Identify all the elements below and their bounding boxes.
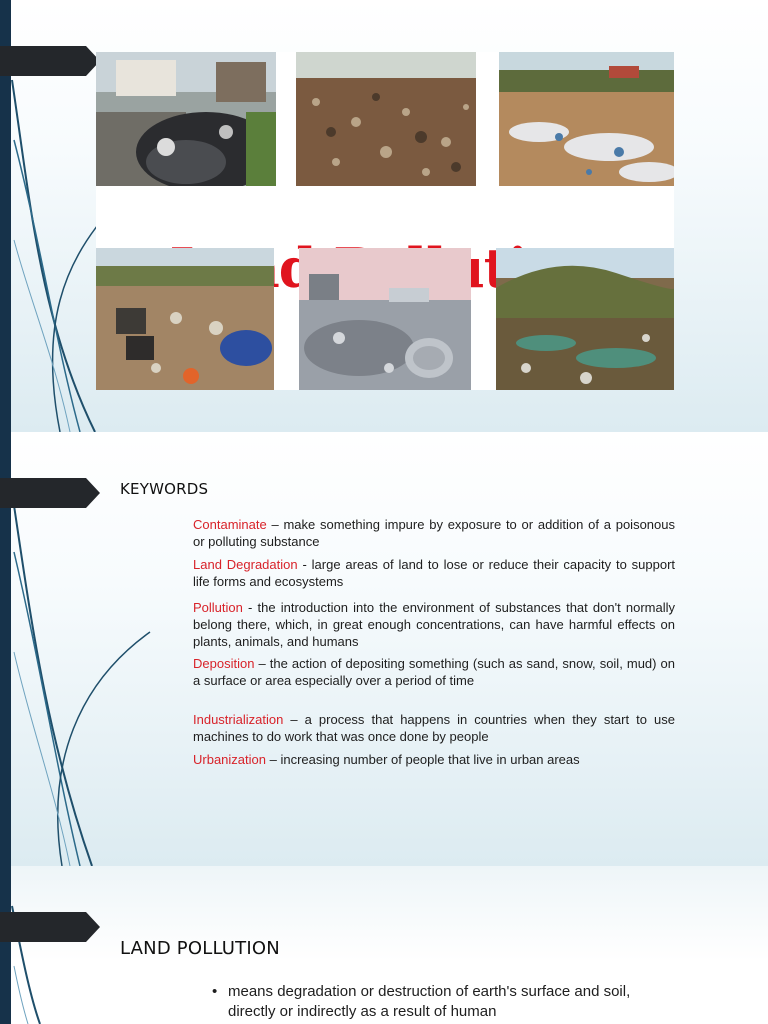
land-pollution-collage bbox=[96, 52, 674, 390]
photo-street-garbage bbox=[96, 52, 276, 186]
keyword-item bbox=[193, 711, 675, 745]
slide-arrow-tab bbox=[0, 912, 100, 942]
keyword-term: Contaminate bbox=[193, 517, 267, 532]
keyword-definition: – a process that happens in countries when they start to use machines to do work that was once done by people bbox=[193, 712, 675, 744]
keyword-definition: - the introduction into the environment of substances that don't normally belong there, which, in great enough concentrations, can have harmful effects on plants, animals, and humans bbox=[193, 600, 675, 649]
photo-hillside-waste bbox=[496, 248, 674, 390]
photo-industrial-scrap bbox=[299, 248, 471, 390]
keyword-term: Urbanization bbox=[193, 752, 266, 767]
slide-keywords bbox=[0, 432, 768, 866]
photo-scattered-trash bbox=[96, 248, 274, 390]
bullet-text: means degradation or destruction of earth's surface and soil, directly or indirectly as a result of human bbox=[228, 983, 631, 1020]
keyword-item bbox=[193, 516, 675, 550]
keyword-item bbox=[193, 556, 675, 590]
keywords-heading: KEYWORDS bbox=[120, 480, 209, 498]
keyword-term: Pollution bbox=[193, 600, 243, 615]
photo-dump-site bbox=[499, 52, 674, 186]
keyword-item bbox=[193, 655, 675, 689]
keyword-term: Deposition bbox=[193, 656, 255, 671]
land-pollution-heading: LAND POLLUTION bbox=[120, 938, 280, 959]
slide-arrow-tab bbox=[0, 478, 100, 508]
photo-landfill-field bbox=[296, 52, 476, 186]
slide-title bbox=[0, 0, 768, 432]
slide-land-pollution bbox=[0, 866, 768, 1024]
keyword-item bbox=[193, 599, 675, 650]
keyword-item bbox=[193, 751, 675, 768]
bullet-list bbox=[212, 982, 632, 1022]
bullet-dot: • bbox=[212, 983, 218, 1000]
slide-arrow-tab bbox=[0, 46, 100, 76]
keyword-list bbox=[193, 516, 675, 768]
keyword-definition: – make something impure by exposure to or addition of a poisonous or polluting substance bbox=[193, 517, 675, 549]
keyword-term: Land Degradation bbox=[193, 557, 298, 572]
keyword-term: Industrialization bbox=[193, 712, 284, 727]
keyword-definition: – the action of depositing something (such as sand, snow, soil, mud) on a surface or area especially over a period of time bbox=[193, 656, 675, 688]
keyword-definition: – increasing number of people that live in urban areas bbox=[266, 752, 580, 767]
keyword-definition: - large areas of land to lose or reduce their capacity to support life forms and ecosystems bbox=[193, 557, 676, 589]
bullet-item bbox=[212, 982, 632, 1022]
